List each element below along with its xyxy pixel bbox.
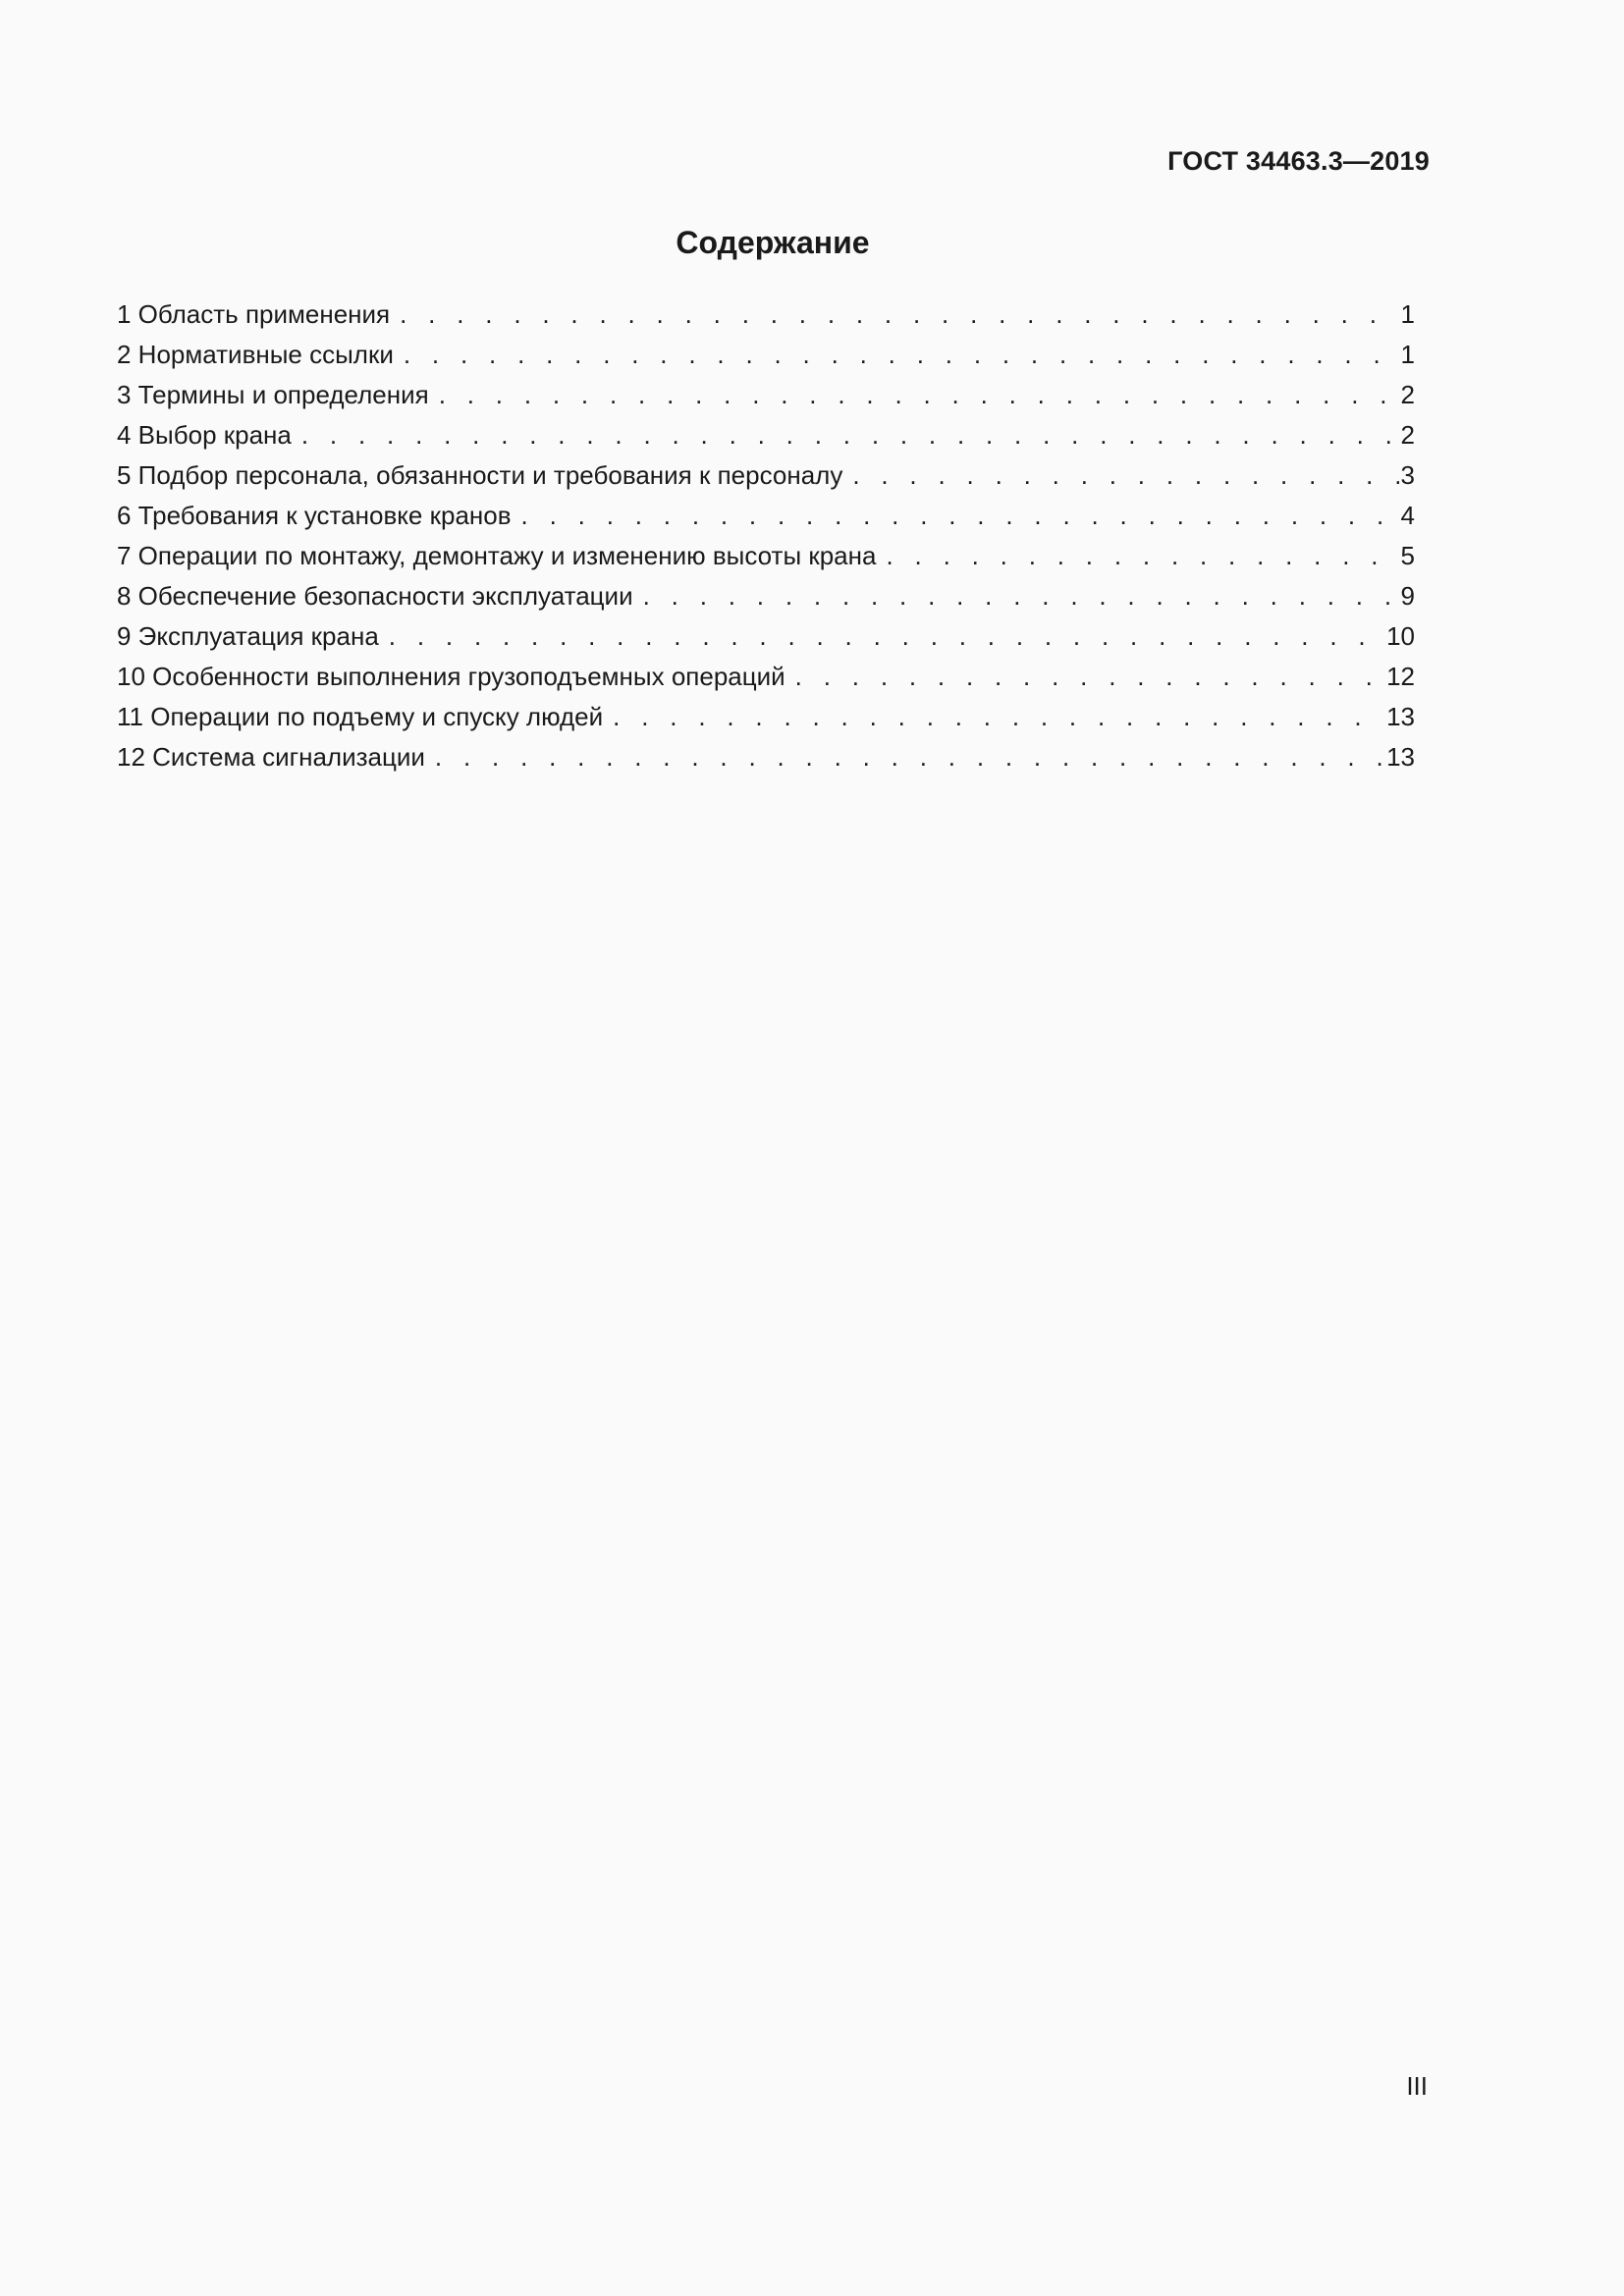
toc-entry-label: 9 Эксплуатация крана [117,621,379,651]
toc-entry-page: 5 [1400,541,1415,570]
table-of-contents [117,294,1415,777]
toc-entry-2[interactable] [117,335,1415,375]
page-number: III [1406,2071,1428,2101]
toc-leader-dots [521,496,1399,536]
toc-leader-dots [400,294,1398,335]
toc-entry-label: 7 Операции по монтажу, демонтажу и изменению высоты крана [117,541,877,570]
toc-entry-label: 2 Нормативные ссылки [117,340,394,369]
toc-entry-page: 2 [1400,380,1415,409]
toc-leader-dots [795,657,1384,697]
toc-leader-dots [439,375,1399,415]
toc-entry-7[interactable] [117,536,1415,576]
toc-entry-8[interactable] [117,576,1415,616]
toc-entry-label: 1 Область применения [117,299,391,329]
toc-entry-9[interactable] [117,616,1415,657]
toc-entry-label: 6 Требования к установке кранов [117,501,512,530]
toc-entry-label: 4 Выбор крана [117,420,292,450]
toc-entry-label: 3 Термины и определения [117,380,429,409]
toc-leader-dots [389,616,1384,657]
toc-leader-dots [643,576,1399,616]
toc-leader-dots [852,455,1398,496]
toc-entry-label: 12 Система сигнализации [117,742,425,772]
toc-entry-page: 9 [1400,581,1415,611]
toc-entry-6[interactable] [117,496,1415,536]
toc-entry-label: 10 Особенности выполнения грузоподъемных операций [117,662,785,691]
toc-entry-page: 1 [1400,340,1415,369]
toc-entry-page: 3 [1400,460,1415,490]
toc-entry-3[interactable] [117,375,1415,415]
toc-entry-page: 4 [1400,501,1415,530]
toc-entry-1[interactable] [117,294,1415,335]
toc-entry-label: 11 Операции по подъему и спуску людей [117,702,604,731]
toc-entry-page: 12 [1386,662,1415,691]
toc-entry-page: 2 [1400,420,1415,450]
toc-entry-page: 10 [1386,621,1415,651]
toc-entry-page: 13 [1386,702,1415,731]
toc-leader-dots [301,415,1399,455]
toc-entry-page: 1 [1400,299,1415,329]
toc-leader-dots [435,737,1384,777]
toc-entry-11[interactable] [117,697,1415,737]
toc-entry-4[interactable] [117,415,1415,455]
toc-entry-label: 8 Обеспечение безопасности эксплуатации [117,581,633,611]
toc-leader-dots [613,697,1384,737]
toc-entry-page: 13 [1386,742,1415,772]
toc-entry-12[interactable] [117,737,1415,777]
document-code: ГОСТ 34463.3—2019 [1167,146,1430,176]
toc-leader-dots [886,536,1398,576]
toc-entry-10[interactable] [117,657,1415,697]
toc-entry-label: 5 Подбор персонала, обязанности и требования к персоналу [117,460,843,490]
toc-entry-5[interactable] [117,455,1415,496]
toc-title: Содержание [676,225,870,260]
toc-leader-dots [404,335,1399,375]
